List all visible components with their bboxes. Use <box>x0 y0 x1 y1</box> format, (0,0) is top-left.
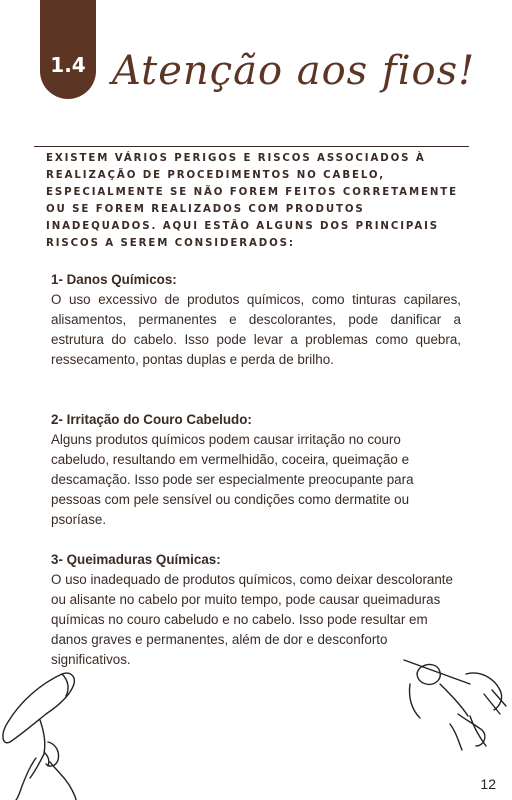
hair-dryer-icon <box>0 662 110 800</box>
section-heading: 1- Danos Químicos: <box>51 272 177 287</box>
section-scalp-irritation <box>51 410 461 530</box>
section-chemical-burns <box>51 550 461 670</box>
intro-paragraph: EXISTEM VÁRIOS PERIGOS E RISCOS ASSOCIADOS À REALIZAÇÃO DE PROCEDIMENTOS NO CABELO, ESPECIALMENTE SE NÃO FOREM FEITOS CORRETAMENTE OU SE FOREM REALIZADOS COM PRODUTOS INADEQUADOS. AQUI ESTÃO ALGUNS DOS PRINCIPAIS RISCOS A SEREM CONSIDERADOS: <box>46 153 458 249</box>
section-chemical-damage <box>51 270 461 370</box>
section-body: O uso inadequado de produtos químicos, como deixar descolorante ou alisante no cabelo por muito tempo, pode causar queimaduras químicas no couro cabeludo e no cabelo. Isso pode resultar em danos graves e permanentes, além de dor e desconforto significativos. <box>51 572 453 667</box>
chapter-tab <box>40 0 96 99</box>
divider <box>34 146 469 147</box>
section-heading: 2- Irritação do Couro Cabeludo: <box>51 412 252 427</box>
section-body: Alguns produtos químicos podem causar irritação no couro cabeludo, resultando em vermelhidão, coceira, queimação e descamação. Isso pode ser especialmente preocupante para pessoas com pele sensível ou condições como dermatite ou psoríase. <box>51 432 414 527</box>
haircut-scissors-icon <box>400 654 510 754</box>
section-heading: 3- Queimaduras Químicas: <box>51 552 221 567</box>
chapter-title: Atenção aos fios! <box>112 48 476 94</box>
page-number: 12 <box>480 776 496 792</box>
section-body: O uso excessivo de produtos químicos, como tinturas capilares, alisamentos, permanentes e descolorantes, pode danificar a estrutura do cabelo. Isso pode levar a problemas como quebra, ressecamento, pontas duplas e perda de brilho. <box>51 292 461 367</box>
chapter-number: 1.4 <box>50 53 86 77</box>
